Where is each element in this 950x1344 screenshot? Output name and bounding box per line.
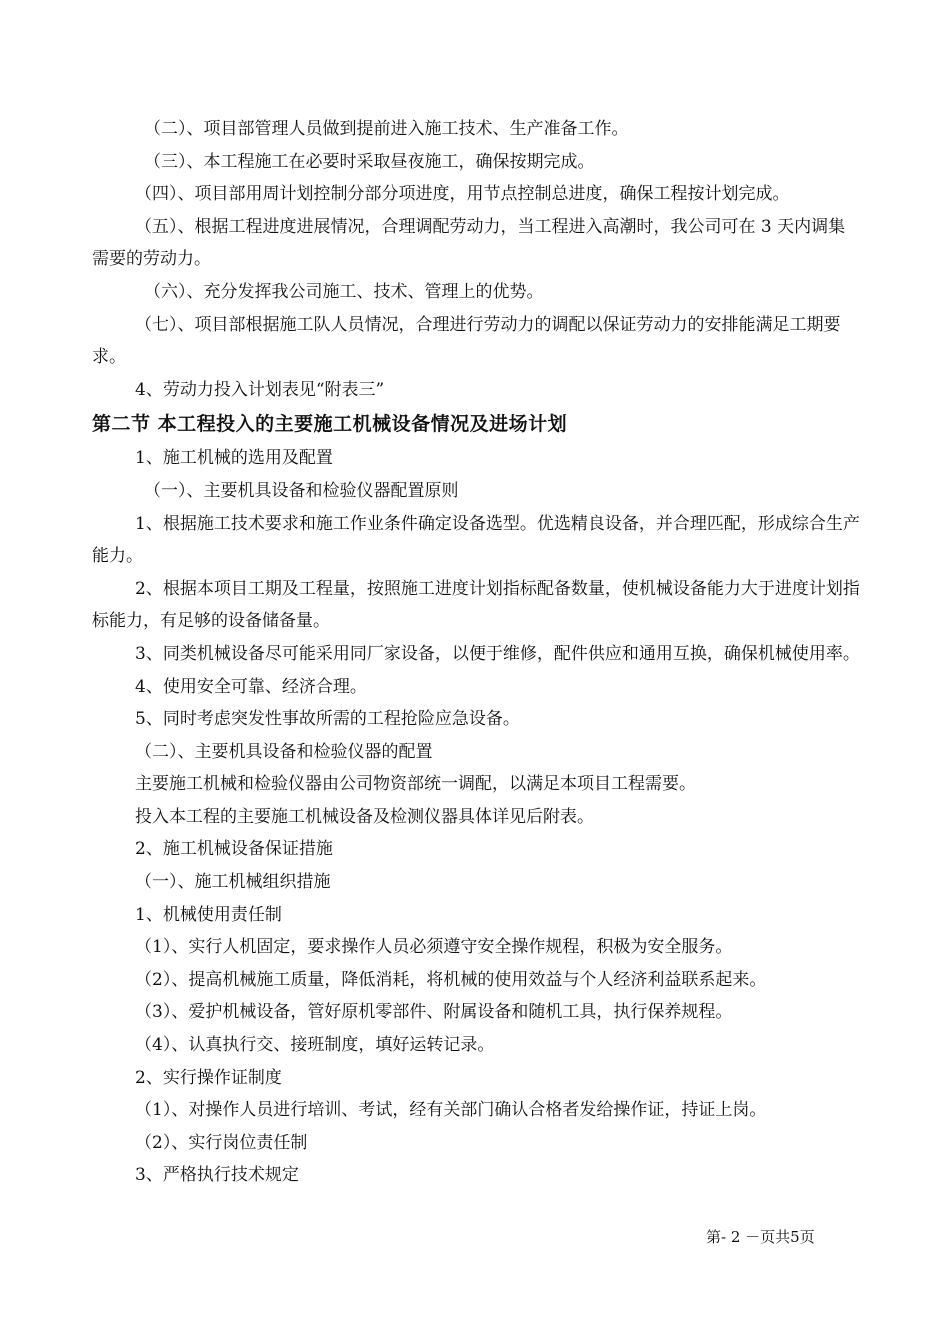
paragraph-group-bottom [92,442,862,1192]
paragraph: 主要施工机械和检验仪器由公司物资部统一调配，以满足本项目工程需要。 [135,774,696,795]
paragraph: 2、施工机械设备保证措施 [135,839,333,860]
paragraph: （3）、爱护机械设备，管好原机零部件、附属设备和随机工具，执行保养规程。 [135,1002,733,1023]
document-body [92,113,862,1192]
page-number-footer: 第- 2 －页共5页 [706,1228,815,1246]
section-heading: 第二节 本工程投入的主要施工机械设备情况及进场计划 [92,413,568,436]
paragraph: 2、实行操作证制度 [135,1067,282,1088]
paragraph: （四）、项目部用周计划控制分部分项进度，用节点控制总进度，确保工程按计划完成。 [135,184,790,205]
paragraph: （一）、施工机械组织措施 [135,872,331,893]
paragraph: 1、施工机械的选用及配置 [135,448,333,469]
paragraph: （1）、实行人机固定，要求操作人员必须遵守安全操作规程，积极为安全服务。 [135,937,733,958]
paragraph: （六）、充分发挥我公司施工、技术、管理上的优势。 [144,281,544,302]
paragraph: 3、同类机械设备尽可能采用同厂家设备，以便于维修，配件供应和通用互换，确保机械使用率。 [135,643,860,664]
paragraph: 1、根据施工技术要求和施工作业条件确定设备选型。优选精良设备，并合理匹配，形成综合生产能力。 [92,513,860,567]
paragraph: （五）、根据工程进度进展情况，合理调配劳动力，当工程进入高潮时，我公司可在 3 天内调集需要的劳动力。 [92,216,846,270]
paragraph: 2、根据本项目工期及工程量，按照施工进度计划指标配备数量，使机械设备能力大于进度计划指标能力，有足够的设备储备量。 [92,578,860,632]
paragraph: 投入本工程的主要施工机械设备及检测仪器具体详见后附表。 [135,806,594,827]
paragraph: 1、机械使用责任制 [135,904,282,925]
paragraph: 3、严格执行技术规定 [135,1165,299,1186]
paragraph: 5、同时考虑突发性事故所需的工程抢险应急设备。 [135,709,520,730]
paragraph: （二）、主要机具设备和检验仪器的配置 [135,741,433,762]
paragraph: （2）、实行岗位责任制 [135,1132,308,1153]
paragraph: （1）、对操作人员进行培训、考试，经有关部门确认合格者发给操作证，持证上岗。 [135,1100,767,1121]
paragraph: （二）、项目部管理人员做到提前进入施工技术、生产准备工作。 [144,119,629,139]
paragraph-group-top [92,113,862,406]
paragraph: （七）、项目部根据施工队人员情况，合理进行劳动力的调配以保证劳动力的安排能满足工期要求。 [92,314,841,368]
paragraph: （三）、本工程施工在必要时采取昼夜施工，确保按期完成。 [144,151,595,172]
paragraph: 4、使用安全可靠、经济合理。 [135,676,367,697]
paragraph: 4、劳动力投入计划表见“附表三” [135,379,385,400]
paragraph: （一）、主要机具设备和检验仪器配置原则 [144,480,459,501]
paragraph: （4）、认真执行交、接班制度，填好运转记录。 [135,1035,495,1056]
paragraph: （2）、提高机械施工质量，降低消耗，将机械的使用效益与个人经济利益联系起来。 [135,969,767,990]
